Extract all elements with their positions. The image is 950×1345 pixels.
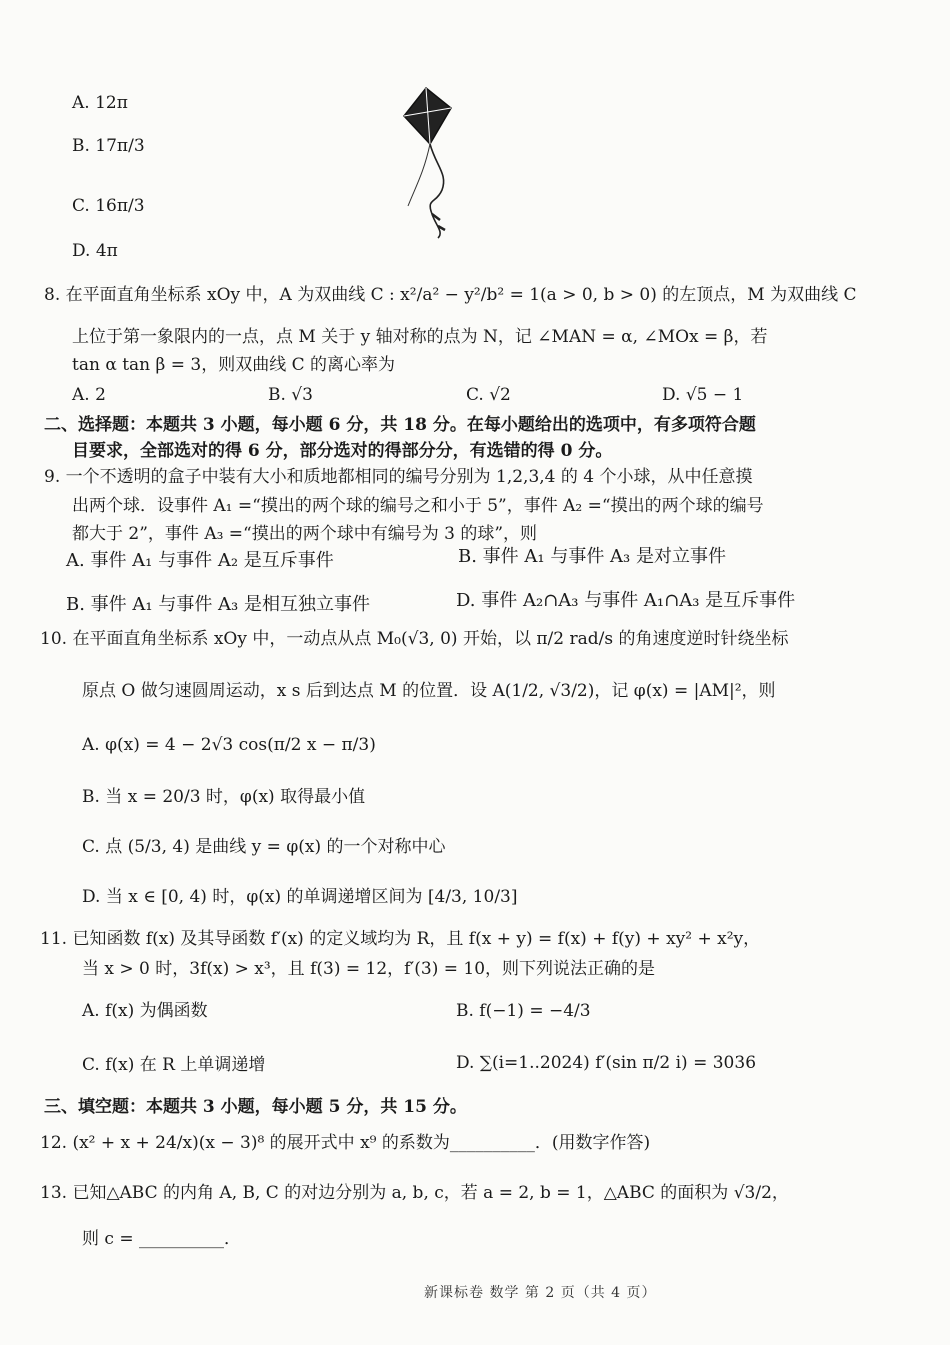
q11-option-a: A. f(x) 为偶函数 <box>82 1001 208 1021</box>
q9-line-3: 都大于 2”，事件 A₃ =“摸出的两个球中有编号为 3 的球”，则 <box>72 524 538 544</box>
q9-option-b: B. 事件 A₁ 与事件 A₃ 是对立事件 <box>458 546 726 567</box>
q10-line-1: 10. 在平面直角坐标系 xOy 中，一动点从点 M₀(√3, 0) 开始，以 π/2 rad/s 的角速度逆时针绕坐标 <box>40 629 789 649</box>
q10-option-c: C. 点 (5/3, 4) 是曲线 y = φ(x) 的一个对称中心 <box>82 837 446 857</box>
q11-option-b: B. f(−1) = −4/3 <box>456 1001 591 1021</box>
q8-line-3: tan α tan β = 3，则双曲线 C 的离心率为 <box>72 355 396 375</box>
q11-option-c: C. f(x) 在 R 上单调递增 <box>82 1055 266 1075</box>
section2-heading-line-1: 二、选择题：本题共 3 小题，每小题 6 分，共 18 分。在每小题给出的选项中，有多项符合题 <box>44 415 756 435</box>
q7-option-b: B. 17π/3 <box>72 136 145 156</box>
q9-line-2: 出两个球．设事件 A₁ =“摸出的两个球的编号之和小于 5”，事件 A₂ =“摸出的两个球的编号 <box>72 496 764 516</box>
q8-option-c: C. √2 <box>466 385 511 405</box>
section3-heading: 三、填空题：本题共 3 小题，每小题 5 分，共 15 分。 <box>44 1097 467 1117</box>
q10-option-b: B. 当 x = 20/3 时，φ(x) 取得最小值 <box>82 787 366 807</box>
q9-option-d: D. 事件 A₂∩A₃ 与事件 A₁∩A₃ 是互斥事件 <box>456 590 796 611</box>
q11-line-1: 11. 已知函数 f(x) 及其导函数 f′(x) 的定义域均为 R，且 f(x + y) = f(x) + f(y) + xy² + x²y， <box>40 929 761 949</box>
q7-option-c: C. 16π/3 <box>72 196 145 216</box>
q8-line-1: 8. 在平面直角坐标系 xOy 中，A 为双曲线 C : x²/a² − y²/b² = 1(a > 0, b > 0) 的左顶点，M 为双曲线 C <box>44 285 857 305</box>
q10-option-a: A. φ(x) = 4 − 2√3 cos(π/2 x − π/3) <box>82 735 376 755</box>
kite-figure <box>396 86 466 242</box>
q8-option-b: B. √3 <box>268 385 313 405</box>
q13-line-2: 则 c = __________． <box>82 1229 241 1249</box>
q11-option-d: D. ∑(i=1..2024) f′(sin π/2 i) = 3036 <box>456 1053 757 1073</box>
q8-option-a: A. 2 <box>72 385 106 405</box>
q8-option-d: D. √5 − 1 <box>662 385 744 405</box>
q11-line-2: 当 x > 0 时，3f(x) > x³，且 f(3) = 12，f′(3) = 10，则下列说法正确的是 <box>82 959 656 979</box>
section2-heading-line-2: 目要求，全部选对的得 6 分，部分选对的得部分分，有选错的得 0 分。 <box>72 441 613 461</box>
page-footer: 新课标卷 数学 第 2 页（共 4 页） <box>424 1285 657 1301</box>
q7-option-a: A. 12π <box>72 93 128 113</box>
q13-line-1: 13. 已知△ABC 的内角 A, B, C 的对边分别为 a, b, c，若 a = 2, b = 1，△ABC 的面积为 √3/2， <box>40 1183 789 1203</box>
q7-option-d: D. 4π <box>72 241 118 261</box>
q9-line-1: 9. 一个不透明的盒子中装有大小和质地都相同的编号分别为 1,2,3,4 的 4 个小球，从中任意摸 <box>44 467 753 487</box>
q10-line-2: 原点 O 做匀速圆周运动，x s 后到达点 M 的位置．设 A(1/2, √3/2)，记 φ(x) = |AM|²，则 <box>82 681 776 701</box>
q8-line-2: 上位于第一象限内的一点，点 M 关于 y 轴对称的点为 N，记 ∠MAN = α, ∠MOx = β，若 <box>72 327 768 347</box>
q10-option-d: D. 当 x ∈ [0, 4) 时，φ(x) 的单调递增区间为 [4/3, 10/3] <box>82 887 518 907</box>
q9-option-c: B. 事件 A₁ 与事件 A₃ 是相互独立事件 <box>66 594 370 615</box>
q12-line-1: 12. (x² + x + 24/x)(x − 3)⁸ 的展开式中 x⁹ 的系数为__________．(用数字作答) <box>40 1133 651 1153</box>
q9-option-a: A. 事件 A₁ 与事件 A₂ 是互斥事件 <box>66 550 334 571</box>
